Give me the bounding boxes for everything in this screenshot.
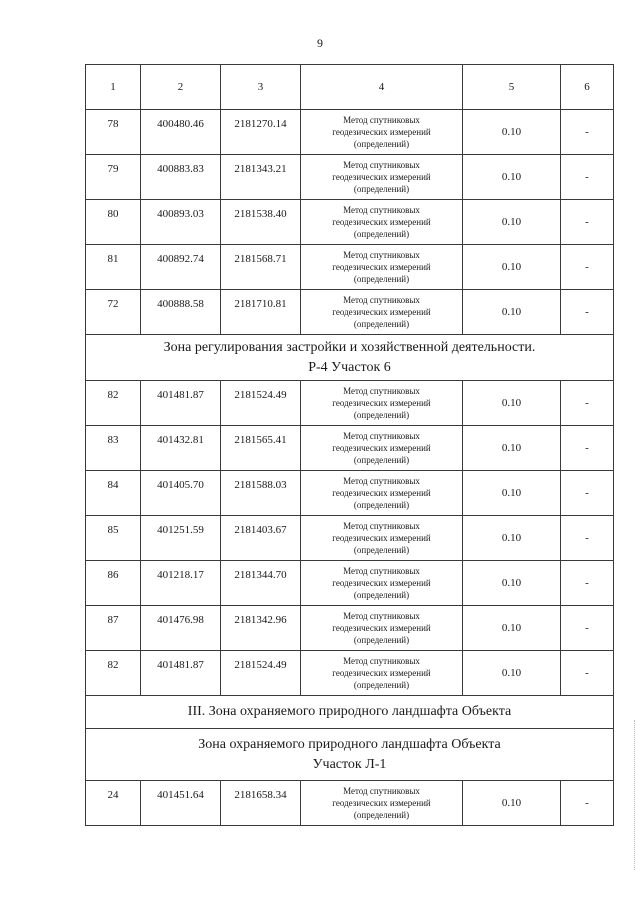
method-line: геодезических измерений — [332, 307, 431, 317]
point-number: 72 — [86, 290, 141, 335]
method-line: (определений) — [353, 274, 410, 284]
method-line: Метод спутниковых — [343, 611, 420, 621]
table-row — [86, 606, 614, 651]
table-row — [86, 516, 614, 561]
method-line: (определений) — [353, 635, 410, 645]
method-cell — [301, 245, 463, 290]
point-number: 80 — [86, 200, 141, 245]
method-line: геодезических измерений — [332, 578, 431, 588]
note: - — [561, 426, 614, 471]
point-number: 87 — [86, 606, 141, 651]
coordinate-x: 401481.87 — [141, 381, 221, 426]
accuracy: 0.10 — [463, 426, 561, 471]
accuracy: 0.10 — [463, 200, 561, 245]
coordinate-x: 400480.46 — [141, 110, 221, 155]
header-cell: 6 — [561, 65, 614, 110]
method-cell — [301, 606, 463, 651]
method-line: геодезических измерений — [332, 172, 431, 182]
table-row — [86, 561, 614, 606]
method-line: геодезических измерений — [332, 798, 431, 808]
section-heading — [86, 729, 614, 781]
section-row — [86, 696, 614, 729]
accuracy: 0.10 — [463, 781, 561, 826]
method-line: (определений) — [353, 229, 410, 239]
coordinate-y: 2181658.34 — [221, 781, 301, 826]
page-number: 9 — [317, 36, 323, 50]
section-heading — [86, 696, 614, 729]
method-line: геодезических измерений — [332, 217, 431, 227]
table-row — [86, 471, 614, 516]
coordinate-x: 401481.87 — [141, 651, 221, 696]
accuracy: 0.10 — [463, 471, 561, 516]
coordinate-x: 401451.64 — [141, 781, 221, 826]
method-line: (определений) — [353, 810, 410, 820]
method-line: Метод спутниковых — [343, 656, 420, 666]
coordinate-y: 2181344.70 — [221, 561, 301, 606]
header-cell: 1 — [86, 65, 141, 110]
method-line: (определений) — [353, 500, 410, 510]
accuracy: 0.10 — [463, 516, 561, 561]
note: - — [561, 200, 614, 245]
table-row — [86, 381, 614, 426]
point-number: 81 — [86, 245, 141, 290]
point-number: 79 — [86, 155, 141, 200]
table-row — [86, 651, 614, 696]
note: - — [561, 290, 614, 335]
section-heading-line: Участок Л-1 — [312, 756, 387, 772]
scan-edge-mark — [634, 720, 636, 870]
table-row — [86, 155, 614, 200]
coordinate-x: 401218.17 — [141, 561, 221, 606]
method-line: (определений) — [353, 680, 410, 690]
coordinate-x: 401405.70 — [141, 471, 221, 516]
header-row — [86, 65, 614, 110]
accuracy: 0.10 — [463, 110, 561, 155]
method-cell — [301, 381, 463, 426]
note: - — [561, 561, 614, 606]
method-line: Метод спутниковых — [343, 250, 420, 260]
section-heading — [86, 335, 614, 381]
method-line: (определений) — [353, 410, 410, 420]
method-line: Метод спутниковых — [343, 566, 420, 576]
accuracy: 0.10 — [463, 651, 561, 696]
header-cell: 4 — [301, 65, 463, 110]
coordinate-x: 401432.81 — [141, 426, 221, 471]
point-number: 86 — [86, 561, 141, 606]
header-cell: 3 — [221, 65, 301, 110]
accuracy: 0.10 — [463, 155, 561, 200]
note: - — [561, 110, 614, 155]
method-line: Метод спутниковых — [343, 295, 420, 305]
table-row — [86, 200, 614, 245]
method-cell — [301, 155, 463, 200]
method-line: (определений) — [353, 455, 410, 465]
point-number: 85 — [86, 516, 141, 561]
table-row — [86, 781, 614, 826]
method-line: Метод спутниковых — [343, 115, 420, 125]
method-line: Метод спутниковых — [343, 476, 420, 486]
accuracy: 0.10 — [463, 561, 561, 606]
method-cell — [301, 781, 463, 826]
method-line: (определений) — [353, 184, 410, 194]
coordinate-y: 2181568.71 — [221, 245, 301, 290]
coordinate-x: 401251.59 — [141, 516, 221, 561]
method-cell — [301, 426, 463, 471]
method-cell — [301, 110, 463, 155]
section-row — [86, 335, 614, 381]
coordinate-y: 2181343.21 — [221, 155, 301, 200]
coordinates-table — [85, 64, 614, 826]
method-line: геодезических измерений — [332, 127, 431, 137]
coordinate-x: 400888.58 — [141, 290, 221, 335]
coordinate-y: 2181538.40 — [221, 200, 301, 245]
method-line: Метод спутниковых — [343, 205, 420, 215]
method-line: геодезических измерений — [332, 398, 431, 408]
table-row — [86, 245, 614, 290]
coordinate-y: 2181565.41 — [221, 426, 301, 471]
method-line: геодезических измерений — [332, 443, 431, 453]
accuracy: 0.10 — [463, 245, 561, 290]
method-line: (определений) — [353, 590, 410, 600]
point-number: 24 — [86, 781, 141, 826]
point-number: 78 — [86, 110, 141, 155]
header-cell: 2 — [141, 65, 221, 110]
note: - — [561, 471, 614, 516]
method-line: (определений) — [353, 139, 410, 149]
note: - — [561, 155, 614, 200]
method-line: Метод спутниковых — [343, 160, 420, 170]
method-cell — [301, 561, 463, 606]
note: - — [561, 651, 614, 696]
method-line: Метод спутниковых — [343, 431, 420, 441]
coordinate-x: 400893.03 — [141, 200, 221, 245]
table-row — [86, 290, 614, 335]
method-line: (определений) — [353, 319, 410, 329]
table-row — [86, 110, 614, 155]
method-cell — [301, 471, 463, 516]
accuracy: 0.10 — [463, 290, 561, 335]
coordinate-y: 2181710.81 — [221, 290, 301, 335]
note: - — [561, 516, 614, 561]
method-line: Метод спутниковых — [343, 521, 420, 531]
section-heading-line: Зона регулирования застройки и хозяйственной деятельности. — [163, 339, 536, 355]
header-cell: 5 — [463, 65, 561, 110]
method-line: геодезических измерений — [332, 668, 431, 678]
method-cell — [301, 290, 463, 335]
section-heading-line: Зона охраняемого природного ландшафта Объекта — [198, 736, 501, 752]
note: - — [561, 606, 614, 651]
coordinate-y: 2181588.03 — [221, 471, 301, 516]
coordinate-x: 401476.98 — [141, 606, 221, 651]
method-cell — [301, 200, 463, 245]
method-line: Метод спутниковых — [343, 786, 420, 796]
coordinate-y: 2181524.49 — [221, 651, 301, 696]
section-heading-line: III. Зона охраняемого природного ландшафта Объекта — [187, 704, 512, 719]
method-cell — [301, 516, 463, 561]
coordinate-x: 400892.74 — [141, 245, 221, 290]
coordinate-y: 2181403.67 — [221, 516, 301, 561]
point-number: 82 — [86, 381, 141, 426]
accuracy: 0.10 — [463, 381, 561, 426]
section-heading-line: Р-4 Участок 6 — [308, 359, 391, 375]
accuracy: 0.10 — [463, 606, 561, 651]
point-number: 82 — [86, 651, 141, 696]
method-cell — [301, 651, 463, 696]
point-number: 83 — [86, 426, 141, 471]
note: - — [561, 245, 614, 290]
method-line: Метод спутниковых — [343, 386, 420, 396]
method-line: геодезических измерений — [332, 262, 431, 272]
note: - — [561, 381, 614, 426]
section-row — [86, 729, 614, 781]
method-line: геодезических измерений — [332, 488, 431, 498]
note: - — [561, 781, 614, 826]
coordinate-y: 2181270.14 — [221, 110, 301, 155]
coordinate-x: 400883.83 — [141, 155, 221, 200]
point-number: 84 — [86, 471, 141, 516]
method-line: геодезических измерений — [332, 623, 431, 633]
method-line: геодезических измерений — [332, 533, 431, 543]
method-line: (определений) — [353, 545, 410, 555]
coordinate-y: 2181342.96 — [221, 606, 301, 651]
table-row — [86, 426, 614, 471]
coordinate-y: 2181524.49 — [221, 381, 301, 426]
